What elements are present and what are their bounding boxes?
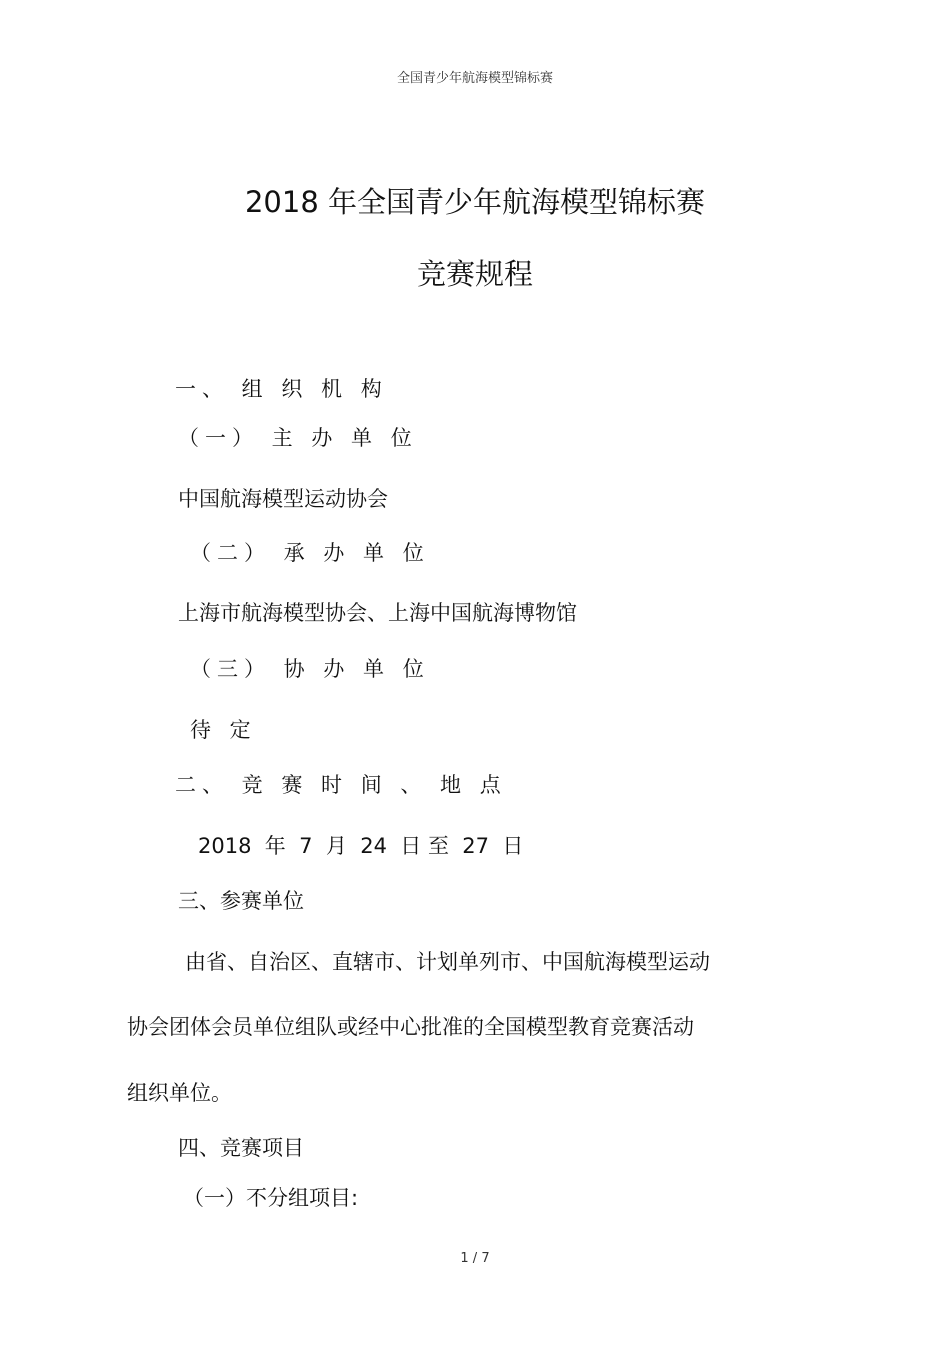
document-title: 2018 年全国青少年航海模型锦标赛 bbox=[244, 185, 706, 219]
section-4-heading: 四、竞赛项目 bbox=[178, 1136, 304, 1160]
page-number: 1 / 7 bbox=[460, 1251, 490, 1266]
section-2-heading: 二、 竞 赛 时 间 、 地 点 bbox=[175, 773, 507, 797]
section-1-sub-2-body: 上海市航海模型协会、上海中国航海博物馆 bbox=[178, 601, 577, 625]
document-subtitle: 竞赛规程 bbox=[416, 257, 533, 291]
section-3-heading: 三、参赛单位 bbox=[178, 889, 304, 913]
section-3-body-line-3: 组织单位。 bbox=[127, 1081, 232, 1105]
section-4-sub-1-heading: （一）不分组项目: bbox=[183, 1186, 359, 1210]
running-header: 全国青少年航海模型锦标赛 bbox=[396, 71, 553, 86]
section-1-sub-1-heading: （一） 主 办 单 位 bbox=[178, 426, 418, 450]
section-1-heading: 一、 组 织 机 构 bbox=[175, 377, 388, 401]
section-3-body-line-2: 协会团体会员单位组队或经中心批准的全国模型教育竞赛活动 bbox=[127, 1015, 694, 1039]
section-1-sub-1-body: 中国航海模型运动协会 bbox=[178, 487, 388, 511]
section-1-sub-2-heading: （二） 承 办 单 位 bbox=[190, 541, 430, 565]
section-1-sub-3-heading: （三） 协 办 单 位 bbox=[190, 657, 430, 681]
section-3-body-line-1: 由省、自治区、直辖市、计划单列市、中国航海模型运动 bbox=[185, 950, 710, 974]
section-2-body: 2018 年 7 月 24 日 至 27 日 bbox=[198, 834, 524, 858]
section-1-sub-3-body: 待 定 bbox=[190, 718, 257, 742]
